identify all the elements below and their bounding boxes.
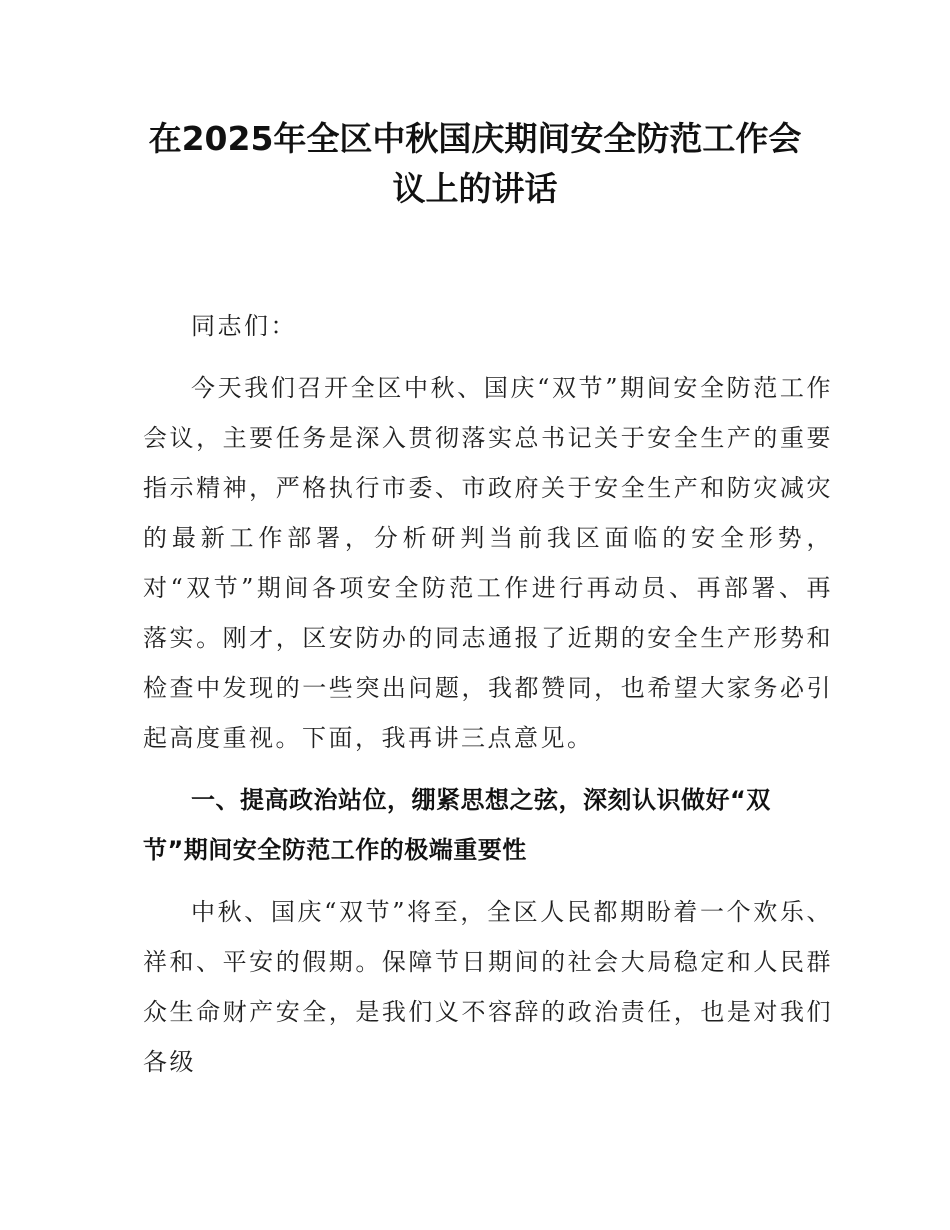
title-line-2: 议上的讲话 bbox=[392, 169, 558, 208]
section-heading-1: 一、提高政治站位，绷紧思想之弦，深刻认识做好“双节”期间安全防范工作的极端重要性 bbox=[143, 786, 771, 864]
document-title bbox=[120, 114, 830, 214]
salutation: 同志们： bbox=[191, 312, 297, 340]
document-body bbox=[143, 301, 833, 1099]
paragraph-section-1: 中秋、国庆“双节”将至，全区人民都期盼着一个欢乐、祥和、平安的假期。保障节日期间的社会大局稳定和人民群众生命财产安全，是我们义不容辞的政治责任，也是对我们各级 bbox=[143, 898, 833, 1076]
title-line-1: 在2025年全区中秋国庆期间安全防范工作会 bbox=[148, 119, 802, 158]
paragraph-intro: 今天我们召开全区中秋、国庆“双节”期间安全防范工作会议，主要任务是深入贯彻落实总书记关于安全生产的重要指示精神，严格执行市委、市政府关于安全生产和防灾减灾的最新工作部署，分析研判当前我区面临的安全形势，对“双节”期间各项安全防范工作进行再动员、再部署、再落实。刚才，区安防办的同志通报了近期的安全生产形势和检查中发现的一些突出问题，我都赞同，也希望大家务必引起高度重视。下面，我再讲三点意见。 bbox=[143, 374, 833, 752]
